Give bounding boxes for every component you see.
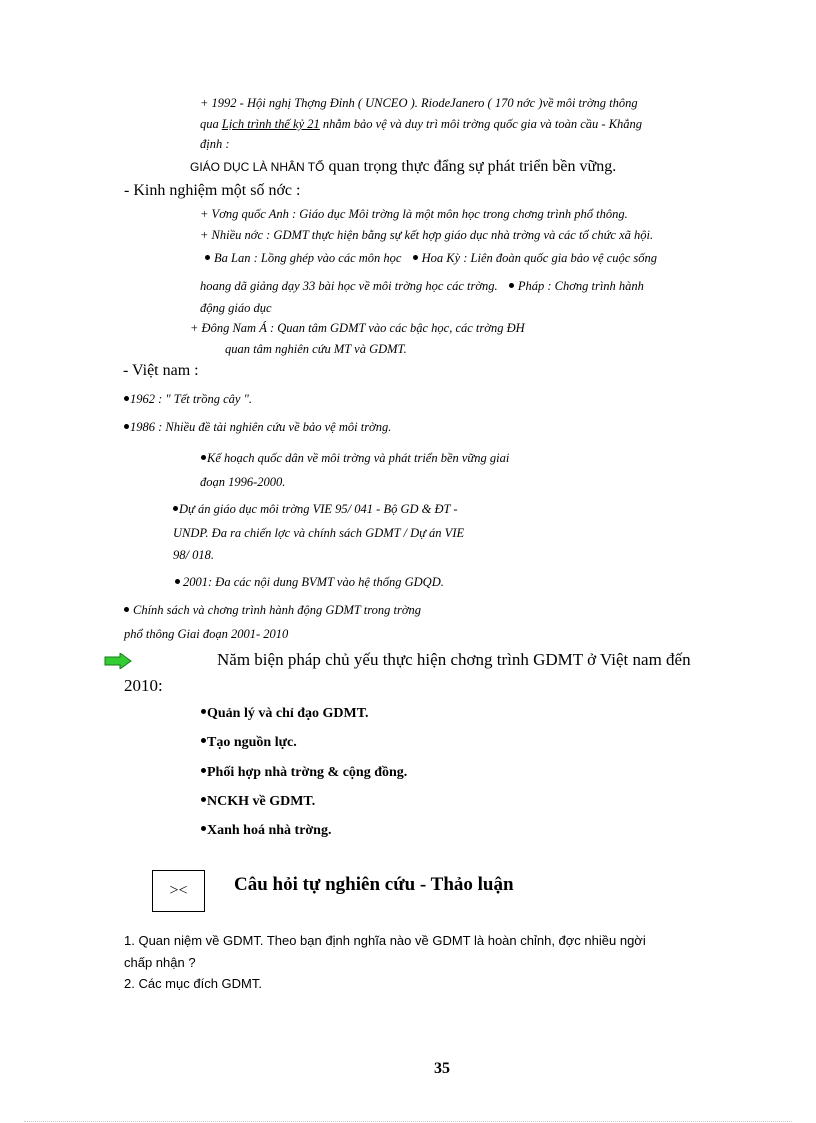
page-number: 35 [434, 1060, 450, 1077]
text-line-agenda21 [200, 117, 642, 132]
text-fragment: Ba Lan : Lồng ghép vào các môn học [214, 251, 402, 265]
text-fragment: 2001: Đa các nội dung BVMT vào hệ thống GDQD. [183, 575, 444, 589]
text-line-1962 [124, 392, 252, 407]
text-line-undp: UNDP. Đa ra chiến lợc và chính sách GDMT / Dự án VIE [173, 526, 465, 540]
text-fragment: Dự án giáo dục môi trờng VIE 95/ 041 - Bộ GD & ĐT - [179, 502, 458, 516]
measure-text: Tạo nguồn lực. [207, 735, 297, 750]
text-line-poland-usa [205, 251, 657, 266]
bullet-icon [173, 506, 178, 511]
right-arrow-icon [104, 653, 132, 669]
text-line-southeast-asia: + Đông Nam Á : Quan tâm GDMT vào các bậc học, các trờng ĐH [190, 321, 525, 335]
text-line-vie98: 98/ 018. [173, 548, 214, 562]
text-line-uk: + Vơng quốc Anh : Giáo dục Môi trờng là một môn học trong chơng trình phổ thông. [200, 207, 628, 221]
measure-text: NCKH về GDMT. [207, 794, 316, 809]
question-2: 2. Các mục đích GDMT. [124, 976, 262, 991]
text-fragment: Kế hoạch quốc dân về môi trờng và phát triển bền vững giai [207, 451, 510, 465]
measure-text: Quản lý và chỉ đạo GDMT. [207, 706, 369, 721]
measure-text: Phối hợp nhà trờng & cộng đồng. [207, 765, 408, 780]
question-1: 1. Quan niệm về GDMT. Theo bạn định nghĩa nào về GDMT là hoàn chỉnh, đợc nhiều ngời [124, 933, 646, 948]
text-line-phase: phổ thông Giai đoạn 2001- 2010 [124, 627, 289, 641]
caps-text: GIÁO DỤC LÀ NHÂN TỐ [190, 160, 325, 174]
text-line-khangdinh: định : [200, 137, 230, 151]
measures-year: 2010: [124, 676, 163, 695]
text-fragment: Chính sách và chơng trình hành động GDMT trong trờng [133, 603, 422, 617]
page-edge-divider [24, 1121, 792, 1122]
bullet-icon [201, 738, 206, 743]
bullet-icon [124, 396, 129, 401]
bullet-icon [201, 768, 206, 773]
text-fragment: Pháp : Chơng trình hành [517, 279, 644, 293]
bullet-icon [201, 797, 206, 802]
statement-text: quan trọng thực đẩng sự phát triển bền vững. [324, 158, 617, 175]
heading-experience: - Kinh nghiệm một số nớc : [124, 182, 301, 199]
text-line-period: đoạn 1996-2000. [200, 475, 286, 489]
text-line-2001 [175, 575, 444, 590]
bullet-icon [201, 709, 206, 714]
text-fragment: 1986 : Nhiều đề tài nghiên cứu về bảo vệ môi trờng. [130, 420, 392, 434]
heading-vietnam: - Việt nam : [123, 362, 199, 379]
text-line-1986 [124, 420, 391, 435]
list-item [201, 823, 331, 839]
question-1-cont: chấp nhận ? [124, 955, 196, 970]
text-fragment: 1962 : " Tết trồng cây ". [130, 392, 252, 406]
bullet-icon [201, 826, 206, 831]
text-fragment: Hoa Kỳ : Liên đoàn quốc gia bảo vệ cuộc sống [421, 251, 657, 265]
section-heading: Câu hỏi tự nghiên cứu - Thảo luận [234, 874, 514, 895]
text-line-education-action: động giáo dục [200, 301, 272, 315]
text-line-national-plan [201, 451, 509, 466]
text-fragment: hoang dã giảng dạy 33 bài học về môi trờng học các trờng. [200, 279, 498, 293]
text-line-many-countries: + Nhiều nớc : GDMT thực hiện bằng sự kết hợp giáo dục nhà trờng và các tổ chức xã hội. [200, 228, 654, 242]
text-fragment: qua [200, 117, 222, 131]
text-line-research: quan tâm nghiên cứu MT và GDMT. [225, 342, 407, 356]
list-item [201, 765, 407, 781]
bullet-icon [175, 579, 180, 584]
bullet-icon [124, 607, 129, 612]
measures-intro: Năm biện pháp chủ yếu thực hiện chơng trình GDMT ở Việt nam đến [217, 650, 691, 669]
agenda21-link[interactable]: Lịch trình thế kỷ 21 [221, 117, 320, 131]
text-line-project [173, 502, 458, 517]
text-line-policy [124, 603, 421, 618]
text-line-1992: + 1992 - Hội nghị Thợng Đỉnh ( UNCEO ). RiodeJanero ( 170 nớc )về môi trờng thông [200, 96, 638, 110]
list-item [201, 735, 297, 751]
list-item [201, 794, 315, 810]
text-line-wildlife [200, 279, 644, 294]
bullet-icon [509, 283, 514, 288]
measure-text: Xanh hoá nhà trờng. [207, 823, 332, 838]
text-line-key-statement [190, 158, 616, 176]
bullet-icon [205, 255, 210, 260]
bullet-icon [124, 424, 129, 429]
list-item [201, 706, 369, 722]
bullet-icon [413, 255, 418, 260]
section-symbol-box: >< [152, 870, 205, 912]
text-fragment: nhằm bảo vệ và duy trì môi trờng quốc gia và toàn cầu - Khẳng [319, 117, 643, 131]
bullet-icon [201, 455, 206, 460]
